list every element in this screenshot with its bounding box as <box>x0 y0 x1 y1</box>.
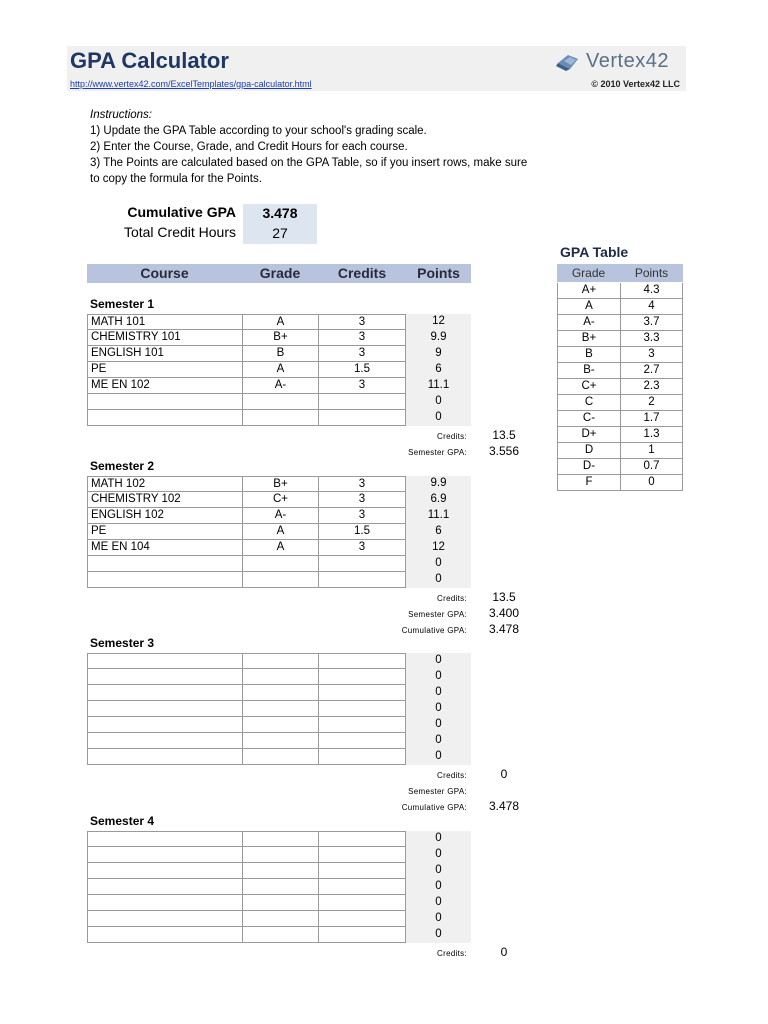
gpa-points-cell[interactable]: 1 <box>620 443 683 459</box>
credits-cell[interactable] <box>318 556 406 572</box>
course-row <box>87 346 471 362</box>
grade-cell[interactable]: A- <box>242 508 318 524</box>
cumulative-gpa-label: Cumulative GPA: <box>401 803 467 812</box>
course-row <box>87 410 471 426</box>
course-cell[interactable] <box>87 927 242 943</box>
points-cell: 0 <box>406 394 471 410</box>
grade-cell[interactable] <box>242 717 318 733</box>
grade-cell[interactable] <box>242 410 318 426</box>
gpa-table-row <box>557 379 683 395</box>
grade-cell[interactable] <box>242 895 318 911</box>
gpa-grade-cell[interactable]: D- <box>557 459 620 475</box>
course-cell[interactable]: MATH 101 <box>87 314 242 330</box>
grade-cell[interactable] <box>242 669 318 685</box>
cumulative-gpa-value: 3.478 <box>488 622 520 636</box>
course-cell[interactable] <box>87 669 242 685</box>
course-cell[interactable]: ME EN 104 <box>87 540 242 556</box>
gpa-points-cell[interactable]: 0 <box>620 475 683 491</box>
credits-value: 13.5 <box>492 428 516 442</box>
course-row <box>87 492 471 508</box>
points-cell: 11.1 <box>406 378 471 394</box>
points-cell: 0 <box>406 556 471 572</box>
points-cell: 0 <box>406 669 471 685</box>
grade-cell[interactable] <box>242 733 318 749</box>
credits-cell[interactable] <box>318 701 406 717</box>
semester-gpa-label: Semester GPA: <box>408 448 467 457</box>
total-credit-hours-label: Total Credit Hours <box>123 224 236 240</box>
course-cell[interactable] <box>87 653 242 669</box>
course-cell[interactable] <box>87 847 242 863</box>
gpa-table-row <box>557 315 683 331</box>
course-row <box>87 540 471 556</box>
credits-label: Credits: <box>437 594 467 603</box>
course-row <box>87 879 471 895</box>
gpa-points-cell[interactable]: 3.7 <box>620 315 683 331</box>
gpa-points-cell[interactable]: 3 <box>620 347 683 363</box>
instruction-line: to copy the formula for the Points. <box>90 173 262 185</box>
course-cell[interactable] <box>87 749 242 765</box>
credits-cell[interactable] <box>318 733 406 749</box>
cumulative-gpa-value: 3.478 <box>262 205 298 221</box>
gpa-table-title: GPA Table <box>560 244 629 260</box>
grade-cell[interactable]: B <box>242 346 318 362</box>
course-cell[interactable]: ENGLISH 101 <box>87 346 242 362</box>
gpa-table-points-header: Points <box>634 266 669 280</box>
points-cell: 0 <box>406 863 471 879</box>
course-cell[interactable]: CHEMISTRY 102 <box>87 492 242 508</box>
course-cell[interactable]: ME EN 102 <box>87 378 242 394</box>
credits-cell[interactable]: 3 <box>318 476 406 492</box>
course-row <box>87 927 471 943</box>
grade-cell[interactable]: A <box>242 540 318 556</box>
instructions-title: Instructions: <box>90 109 152 121</box>
gpa-grade-cell[interactable]: D+ <box>557 427 620 443</box>
course-row <box>87 669 471 685</box>
course-row <box>87 362 471 378</box>
credits-value: 0 <box>500 767 508 781</box>
grade-cell[interactable] <box>242 749 318 765</box>
points-cell: 0 <box>406 701 471 717</box>
grade-cell[interactable]: A <box>242 362 318 378</box>
gpa-table-row <box>557 443 683 459</box>
course-row <box>87 717 471 733</box>
credits-cell[interactable] <box>318 911 406 927</box>
grade-cell[interactable] <box>242 685 318 701</box>
credits-cell[interactable] <box>318 410 406 426</box>
points-cell: 0 <box>406 572 471 588</box>
copyright-text: © 2010 Vertex42 LLC <box>591 79 680 89</box>
course-row <box>87 847 471 863</box>
instruction-line: 1) Update the GPA Table according to your school's grading scale. <box>90 125 427 137</box>
credits-label: Credits: <box>437 432 467 441</box>
points-cell: 6 <box>406 362 471 378</box>
gpa-points-cell[interactable]: 1.7 <box>620 411 683 427</box>
grade-cell[interactable]: A <box>242 314 318 330</box>
grade-cell[interactable] <box>242 572 318 588</box>
credits-cell[interactable] <box>318 717 406 733</box>
gpa-table-row <box>557 347 683 363</box>
course-cell[interactable] <box>87 733 242 749</box>
course-cell[interactable] <box>87 863 242 879</box>
course-row <box>87 831 471 847</box>
semester-gpa-value: 3.556 <box>488 444 520 458</box>
course-table-header <box>87 264 471 283</box>
credits-cell[interactable] <box>318 863 406 879</box>
page-title: GPA Calculator <box>70 48 229 73</box>
gpa-points-cell[interactable]: 1.3 <box>620 427 683 443</box>
grade-column-header: Grade <box>259 265 301 281</box>
course-cell[interactable] <box>87 410 242 426</box>
credits-cell[interactable] <box>318 927 406 943</box>
cumulative-gpa-label: Cumulative GPA <box>127 204 236 220</box>
logo-text: Vertex42 <box>586 49 669 72</box>
instruction-line: 3) The Points are calculated based on the GPA Table, so if you insert rows, make sure <box>90 157 528 169</box>
course-row <box>87 378 471 394</box>
course-cell[interactable] <box>87 911 242 927</box>
points-cell: 6.9 <box>406 492 471 508</box>
credits-cell[interactable]: 3 <box>318 314 406 330</box>
gpa-table-row <box>557 363 683 379</box>
grade-cell[interactable] <box>242 927 318 943</box>
semester-gpa-label: Semester GPA: <box>408 787 467 796</box>
course-column-header: Course <box>140 265 189 281</box>
semester-title: Semester 1 <box>90 297 155 311</box>
course-row <box>87 863 471 879</box>
course-row <box>87 749 471 765</box>
gpa-table-row <box>557 427 683 443</box>
course-row <box>87 330 471 346</box>
gpa-grade-cell[interactable]: B+ <box>557 331 620 347</box>
points-cell: 11.1 <box>406 508 471 524</box>
credits-cell[interactable]: 3 <box>318 508 406 524</box>
credits-cell[interactable]: 1.5 <box>318 362 406 378</box>
vertex42-logo <box>556 49 680 73</box>
instruction-line: 2) Enter the Course, Grade, and Credit Hours for each course. <box>90 141 408 153</box>
gpa-grade-cell[interactable]: A <box>557 299 620 315</box>
points-cell: 0 <box>406 685 471 701</box>
grade-cell[interactable] <box>242 863 318 879</box>
gpa-points-cell[interactable]: 0.7 <box>620 459 683 475</box>
credits-cell[interactable] <box>318 847 406 863</box>
grade-cell[interactable] <box>242 847 318 863</box>
logo-mark-icon <box>556 51 582 71</box>
credits-label: Credits: <box>437 949 467 958</box>
course-row <box>87 653 471 669</box>
gpa-grade-cell[interactable]: C <box>557 395 620 411</box>
credits-cell[interactable]: 3 <box>318 330 406 346</box>
grade-cell[interactable] <box>242 653 318 669</box>
credits-cell[interactable] <box>318 653 406 669</box>
points-cell: 9.9 <box>406 330 471 346</box>
semester-title: Semester 2 <box>90 459 155 473</box>
gpa-table-row <box>557 299 683 315</box>
points-cell: 0 <box>406 895 471 911</box>
course-cell[interactable]: PE <box>87 524 242 540</box>
points-cell: 6 <box>406 524 471 540</box>
course-row <box>87 685 471 701</box>
credits-cell[interactable]: 3 <box>318 492 406 508</box>
semester-gpa-value: 3.400 <box>488 606 520 620</box>
gpa-grade-cell[interactable]: C+ <box>557 379 620 395</box>
points-cell: 0 <box>406 847 471 863</box>
grade-cell[interactable] <box>242 394 318 410</box>
course-cell[interactable] <box>87 572 242 588</box>
gpa-grade-cell[interactable]: F <box>557 475 620 491</box>
points-cell: 0 <box>406 831 471 847</box>
points-cell: 0 <box>406 927 471 943</box>
course-cell[interactable]: PE <box>87 362 242 378</box>
gpa-table-row <box>557 395 683 411</box>
gpa-grade-cell[interactable]: B- <box>557 363 620 379</box>
course-cell[interactable] <box>87 394 242 410</box>
course-row <box>87 572 471 588</box>
grade-cell[interactable] <box>242 556 318 572</box>
semester-title: Semester 4 <box>90 814 155 828</box>
course-cell[interactable] <box>87 879 242 895</box>
gpa-table-row <box>557 459 683 475</box>
credits-cell[interactable]: 3 <box>318 540 406 556</box>
course-cell[interactable] <box>87 717 242 733</box>
credits-column-header: Credits <box>337 265 387 281</box>
course-row <box>87 895 471 911</box>
course-cell[interactable]: CHEMISTRY 101 <box>87 330 242 346</box>
credits-cell[interactable]: 1.5 <box>318 524 406 540</box>
semester-gpa-label: Semester GPA: <box>408 610 467 619</box>
points-cell: 0 <box>406 733 471 749</box>
points-cell: 12 <box>406 540 471 556</box>
points-cell: 0 <box>406 717 471 733</box>
credits-cell[interactable] <box>318 669 406 685</box>
semester-title: Semester 3 <box>90 636 155 650</box>
gpa-table-row <box>557 411 683 427</box>
gpa-grade-cell[interactable]: B <box>557 347 620 363</box>
grade-cell[interactable]: A- <box>242 378 318 394</box>
grade-cell[interactable]: C+ <box>242 492 318 508</box>
course-cell[interactable] <box>87 556 242 572</box>
gpa-table-header <box>557 264 683 282</box>
gpa-grade-cell[interactable]: A+ <box>557 283 620 299</box>
points-cell: 12 <box>406 314 471 330</box>
course-row <box>87 701 471 717</box>
gpa-points-cell[interactable]: 3.3 <box>620 331 683 347</box>
credits-cell[interactable]: 3 <box>318 346 406 362</box>
points-cell: 0 <box>406 749 471 765</box>
course-row <box>87 733 471 749</box>
gpa-table-row <box>557 283 683 299</box>
gpa-table-row <box>557 475 683 491</box>
credits-cell[interactable] <box>318 879 406 895</box>
points-column-header: Points <box>417 265 460 281</box>
gpa-table-grade-header: Grade <box>571 266 606 280</box>
credits-cell[interactable] <box>318 749 406 765</box>
gpa-points-cell[interactable]: 4.3 <box>620 283 683 299</box>
course-row <box>87 314 471 330</box>
credits-label: Credits: <box>437 771 467 780</box>
gpa-points-cell[interactable]: 4 <box>620 299 683 315</box>
credits-cell[interactable] <box>318 394 406 410</box>
credits-cell[interactable] <box>318 895 406 911</box>
grade-cell[interactable] <box>242 701 318 717</box>
points-cell: 0 <box>406 879 471 895</box>
points-cell: 0 <box>406 653 471 669</box>
grade-cell[interactable] <box>242 879 318 895</box>
grade-cell[interactable]: B+ <box>242 476 318 492</box>
course-row <box>87 394 471 410</box>
gpa-grade-cell[interactable]: A- <box>557 315 620 331</box>
points-cell: 9 <box>406 346 471 362</box>
credits-value: 13.5 <box>492 590 516 604</box>
credits-cell[interactable] <box>318 831 406 847</box>
grade-cell[interactable] <box>242 831 318 847</box>
gpa-points-cell[interactable]: 2 <box>620 395 683 411</box>
credits-value: 0 <box>500 945 508 959</box>
course-cell[interactable] <box>87 895 242 911</box>
grade-cell[interactable] <box>242 911 318 927</box>
course-cell[interactable] <box>87 701 242 717</box>
course-row <box>87 476 471 492</box>
total-credit-hours-value: 27 <box>272 225 288 241</box>
course-row <box>87 508 471 524</box>
course-cell[interactable] <box>87 831 242 847</box>
course-row <box>87 524 471 540</box>
cumulative-gpa-label: Cumulative GPA: <box>401 626 467 635</box>
gpa-grade-cell[interactable]: C- <box>557 411 620 427</box>
template-link[interactable]: http://www.vertex42.com/ExcelTemplates/gpa-calculator.html <box>70 79 312 89</box>
course-row <box>87 556 471 572</box>
gpa-grade-cell[interactable]: D <box>557 443 620 459</box>
credits-cell[interactable]: 3 <box>318 378 406 394</box>
points-cell: 0 <box>406 410 471 426</box>
course-cell[interactable]: MATH 102 <box>87 476 242 492</box>
course-cell[interactable] <box>87 685 242 701</box>
course-cell[interactable]: ENGLISH 102 <box>87 508 242 524</box>
gpa-table-row <box>557 331 683 347</box>
credits-cell[interactable] <box>318 572 406 588</box>
grade-cell[interactable]: B+ <box>242 330 318 346</box>
gpa-points-cell[interactable]: 2.7 <box>620 363 683 379</box>
cumulative-gpa-value: 3.478 <box>488 799 520 813</box>
credits-cell[interactable] <box>318 685 406 701</box>
course-row <box>87 911 471 927</box>
grade-cell[interactable]: A <box>242 524 318 540</box>
points-cell: 9.9 <box>406 476 471 492</box>
points-cell: 0 <box>406 911 471 927</box>
gpa-points-cell[interactable]: 2.3 <box>620 379 683 395</box>
